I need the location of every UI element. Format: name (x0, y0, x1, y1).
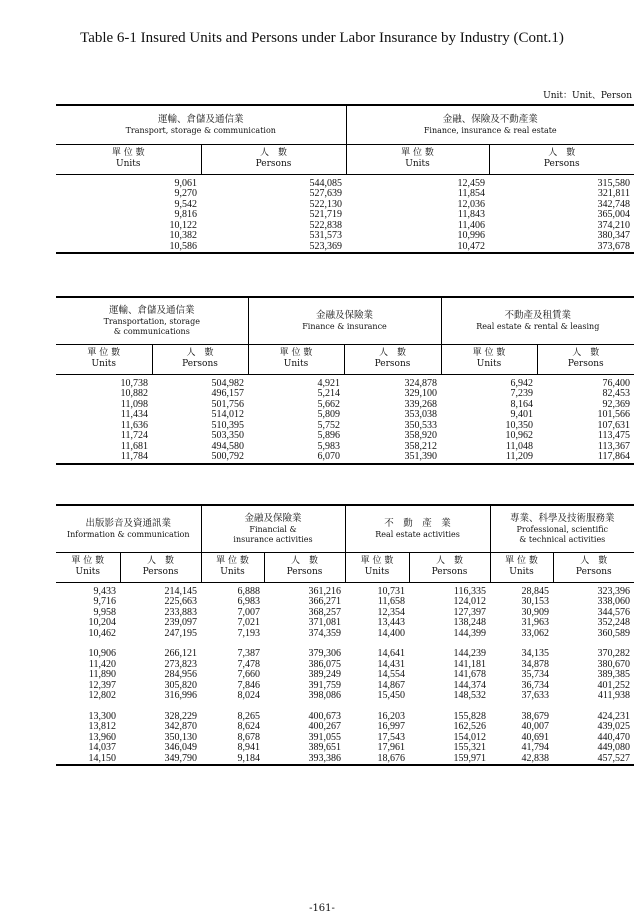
table-cell: 500,792 (211, 451, 245, 462)
table-cell: 10,462 (88, 627, 116, 639)
table-cell: 523,369 (309, 240, 342, 252)
table-cell: 214,145 (164, 585, 198, 597)
table-cell: 9,716 (93, 596, 116, 607)
table-cell: 373,678 (597, 240, 631, 252)
table-cell: 4,921 (317, 377, 341, 389)
table-cell: 379,306 (308, 648, 342, 659)
table-cell: 10,204 (88, 617, 116, 628)
table-cell: 358,212 (404, 440, 438, 452)
table-cell: 162,526 (453, 721, 487, 732)
table-cell: 5,809 (317, 409, 341, 420)
table-cell: 457,527 (597, 752, 631, 764)
table-cell: 358,920 (404, 430, 438, 441)
table-cell: 366,271 (308, 596, 342, 607)
table-cell: 266,121 (164, 648, 198, 659)
table-cell: 411,938 (597, 690, 631, 701)
table-cell: 11,434 (120, 409, 148, 420)
table-cell: 352,248 (597, 617, 631, 628)
table-cell: 510,395 (211, 419, 245, 431)
table-cell: 544,085 (309, 177, 342, 189)
table-cell: 10,906 (88, 648, 116, 659)
persons-subheader: 人 數 Persons (264, 552, 345, 582)
table-cell: 7,021 (237, 617, 261, 628)
table-cell: 17,961 (377, 742, 406, 753)
table-cell: 380,347 (597, 230, 631, 241)
table-cell: 527,639 (309, 188, 342, 199)
table-cell: 28,845 (521, 585, 550, 597)
table-cell: 8,678 (237, 731, 261, 743)
table-cell: 36,734 (521, 679, 550, 691)
table-cell: 17,543 (377, 731, 406, 743)
units-subheader: 單 位 數 Units (490, 552, 553, 582)
table-cell: 11,784 (120, 451, 148, 462)
table-row (56, 410, 634, 421)
table-cell: 10,350 (505, 419, 534, 431)
table-cell: 338,060 (597, 596, 631, 607)
table-cell: 353,038 (404, 409, 438, 420)
table-cell: 14,554 (377, 669, 406, 680)
table-row (56, 629, 634, 640)
table-cell: 113,475 (597, 430, 631, 441)
table-row (56, 189, 634, 200)
table-cell: 14,400 (377, 627, 406, 639)
table-cell: 38,679 (521, 710, 550, 722)
table-cell: 10,122 (169, 219, 197, 231)
table-cell: 107,631 (597, 419, 631, 431)
table-cell: 14,431 (377, 658, 406, 670)
table-cell: 18,676 (377, 752, 406, 764)
table-cell: 449,080 (597, 742, 631, 753)
table-cell: 82,453 (602, 388, 631, 399)
table-cell: 339,268 (404, 398, 438, 410)
table-cell: 154,012 (453, 731, 487, 743)
table-cell: 13,960 (88, 731, 116, 743)
table-row (56, 754, 634, 765)
table-cell: 9,958 (93, 606, 116, 618)
table-row (56, 452, 634, 463)
persons-subheader: 人 數 Persons (344, 344, 441, 374)
table-row (56, 582, 634, 597)
table-cell: 8,265 (237, 710, 261, 722)
table-cell: 117,864 (597, 451, 631, 462)
page-title: Table 6-1 Insured Units and Persons under Labor Insurance by Industry (Cont.1) (80, 30, 564, 46)
table-cell: 11,854 (457, 188, 485, 199)
table-cell: 30,153 (521, 596, 550, 607)
group-header: 運輸、倉儲及通信業 Transportation, storage & communications (103, 304, 200, 336)
table-cell: 10,962 (505, 430, 534, 441)
table-cell: 33,062 (521, 627, 550, 639)
table-cell: 7,193 (237, 627, 261, 639)
table-cell: 138,248 (453, 617, 487, 628)
table-cell: 233,883 (164, 606, 198, 618)
table-cell: 7,846 (237, 679, 261, 691)
table-cell: 40,007 (521, 721, 550, 732)
table-cell: 10,472 (457, 240, 485, 252)
persons-subheader: 人 數 Persons (553, 552, 634, 582)
table-cell: 13,443 (377, 617, 406, 628)
table-cell: 11,048 (505, 440, 534, 452)
table-cell: 365,004 (597, 209, 631, 220)
table-cell: 10,996 (457, 230, 485, 241)
units-subheader: 單 位 數 Units (346, 144, 489, 174)
table-cell: 349,790 (164, 752, 198, 764)
table-row (56, 431, 634, 442)
table-cell: 5,983 (317, 440, 341, 452)
table-cell: 7,239 (510, 388, 534, 399)
table-cell: 10,738 (120, 377, 148, 389)
table-cell: 370,282 (597, 648, 631, 659)
table-cell: 391,759 (308, 679, 342, 691)
table-cell: 389,385 (597, 669, 631, 680)
table-cell: 374,210 (597, 219, 631, 231)
table-cell: 6,983 (237, 596, 261, 607)
page-number: -161- (309, 903, 335, 914)
table-row (56, 649, 634, 660)
table-cell: 141,181 (453, 658, 487, 670)
table-cell: 13,300 (88, 710, 116, 722)
table-cell: 9,401 (510, 409, 534, 420)
table-cell: 155,321 (453, 742, 487, 753)
units-subheader: 單 位 數 Units (248, 344, 344, 374)
table-cell: 14,867 (377, 679, 406, 691)
table-cell: 14,641 (377, 648, 406, 659)
table-cell: 10,586 (169, 240, 197, 252)
table-cell: 11,636 (120, 419, 148, 431)
table-cell: 328,229 (164, 710, 198, 722)
table-cell: 393,386 (308, 752, 342, 764)
table-cell: 389,651 (308, 742, 342, 753)
table-cell: 101,566 (597, 409, 631, 420)
table-cell: 503,350 (211, 430, 245, 441)
table-cell: 247,195 (164, 627, 198, 639)
table-cell: 360,589 (597, 627, 631, 639)
table-cell: 374,359 (308, 627, 342, 639)
table-cell: 8,941 (237, 742, 261, 753)
table-section-1 (56, 104, 634, 254)
table-cell: 424,231 (597, 710, 631, 722)
table-cell: 12,397 (88, 679, 116, 691)
table-cell: 9,433 (93, 585, 116, 597)
table-cell: 329,100 (404, 388, 438, 399)
table-row (56, 231, 634, 242)
table-cell: 324,878 (404, 377, 438, 389)
table-cell: 504,982 (211, 377, 245, 389)
group-header: 不 動 產 業 Real estate activities (345, 506, 490, 552)
table-row (56, 691, 634, 702)
units-subheader: 單 位 數 Units (71, 555, 105, 577)
table-cell: 144,374 (453, 679, 487, 691)
table-cell: 12,036 (457, 198, 485, 210)
group-header: 不動產及租賃業 Real estate & rental & leasing (441, 298, 634, 344)
table-cell: 116,335 (453, 585, 487, 597)
units-subheader: 單 位 數 Units (111, 147, 145, 169)
group-header: 運輸、倉儲及通信業 Transport, storage & communication (125, 113, 276, 135)
table-cell: 31,963 (521, 617, 550, 628)
table-cell: 16,997 (377, 721, 406, 732)
table-cell: 7,387 (237, 648, 261, 659)
table-cell: 14,150 (88, 752, 116, 764)
table-row (56, 174, 634, 189)
table-cell: 6,888 (237, 585, 261, 597)
table-row (56, 389, 634, 400)
persons-subheader: 人 數 Persons (120, 552, 201, 582)
table-cell: 155,828 (453, 710, 487, 722)
table-cell: 11,209 (505, 451, 534, 462)
table-row (56, 221, 634, 232)
table-cell: 11,843 (457, 209, 485, 220)
table-cell: 5,752 (317, 419, 341, 431)
table-cell: 400,673 (308, 710, 342, 722)
persons-subheader: 人 數 Persons (489, 144, 634, 174)
units-subheader: 單 位 數 Units (345, 552, 409, 582)
table-cell: 316,996 (164, 690, 198, 701)
table-cell: 124,012 (453, 596, 487, 607)
table-cell: 144,399 (453, 627, 487, 639)
table-cell: 12,459 (457, 177, 485, 189)
table-cell: 398,086 (308, 690, 342, 701)
table-row (56, 743, 634, 754)
table-cell: 37,633 (521, 690, 550, 701)
table-cell: 148,532 (453, 690, 487, 701)
units-subheader: 單 位 數 Units (87, 347, 121, 369)
table-cell: 315,580 (597, 177, 631, 189)
persons-subheader: 人 數 Persons (537, 344, 634, 374)
table-cell: 284,956 (164, 669, 198, 680)
table-cell: 225,663 (164, 596, 198, 607)
row-spacer (56, 702, 634, 712)
table-cell: 350,533 (404, 419, 438, 431)
table-cell: 7,660 (237, 669, 261, 680)
units-subheader: 單 位 數 Units (201, 552, 264, 582)
table-cell: 346,049 (164, 742, 198, 753)
table-cell: 6,070 (317, 451, 341, 462)
table-cell: 350,130 (164, 731, 198, 743)
table-cell: 35,734 (521, 669, 550, 680)
table-cell: 344,576 (597, 606, 631, 618)
table-cell: 371,081 (308, 617, 342, 628)
table-cell: 8,024 (237, 690, 261, 701)
table-cell: 11,681 (120, 440, 148, 452)
table-cell: 9,816 (174, 209, 197, 220)
table-cell: 522,130 (309, 198, 342, 210)
table-row (56, 374, 634, 389)
table-row (56, 242, 634, 253)
table-cell: 13,812 (88, 721, 116, 732)
units-subheader: 單 位 數 Units (441, 344, 537, 374)
table-cell: 11,724 (120, 430, 148, 441)
table-cell: 7,478 (237, 658, 261, 670)
table-cell: 239,097 (164, 617, 198, 628)
table-cell: 342,870 (164, 721, 198, 732)
table-cell: 34,878 (521, 658, 550, 670)
table-cell: 496,157 (211, 388, 245, 399)
table-cell: 34,135 (521, 648, 550, 659)
table-cell: 6,942 (510, 377, 534, 389)
table-cell: 10,382 (169, 230, 197, 241)
table-cell: 127,397 (453, 606, 487, 618)
table-cell: 521,719 (309, 209, 342, 220)
table-section-2 (56, 296, 634, 465)
table-cell: 7,007 (237, 606, 261, 618)
table-cell: 440,470 (597, 731, 631, 743)
table-cell: 401,252 (597, 679, 631, 691)
table-cell: 386,075 (308, 658, 342, 670)
group-header: 出版影音及資通訊業 Information & communication (66, 517, 190, 539)
table-cell: 41,794 (521, 742, 550, 753)
table-cell: 501,756 (211, 398, 245, 410)
table-cell: 8,164 (510, 398, 534, 410)
table-cell: 321,811 (597, 188, 631, 199)
table-cell: 40,691 (521, 731, 550, 743)
persons-subheader: 人 數 Persons (409, 552, 490, 582)
table-cell: 305,820 (164, 679, 198, 691)
table-cell: 42,838 (521, 752, 550, 764)
table-row (56, 618, 634, 629)
table-cell: 9,542 (174, 198, 197, 210)
table-row (56, 210, 634, 221)
table-cell: 10,882 (120, 388, 148, 399)
table-cell: 15,450 (377, 690, 406, 701)
table-cell: 9,061 (174, 177, 197, 189)
table-cell: 361,216 (308, 585, 342, 597)
table-cell: 391,055 (308, 731, 342, 743)
table-cell: 113,367 (597, 440, 631, 452)
table-cell: 10,731 (377, 585, 406, 597)
table-cell: 531,573 (309, 230, 342, 241)
table-cell: 5,214 (317, 388, 341, 399)
table-cell: 380,670 (597, 658, 631, 670)
table-cell: 141,678 (453, 669, 487, 680)
table-row (56, 200, 634, 211)
table-cell: 439,025 (597, 721, 631, 732)
table-cell: 92,369 (602, 398, 631, 410)
table-cell: 14,037 (88, 742, 116, 753)
table-cell: 144,239 (453, 648, 487, 659)
table-cell: 8,624 (237, 721, 261, 732)
persons-subheader: 人 數 Persons (201, 144, 346, 174)
table-cell: 11,098 (120, 398, 148, 410)
group-header: 金融及保險業 Financial & insurance activities (201, 506, 345, 552)
group-header: 金融、保險及不動產業 Finance, insurance & real estate (346, 106, 634, 144)
table-cell: 389,249 (308, 669, 342, 680)
table-cell: 323,396 (597, 585, 631, 597)
table-cell: 494,580 (211, 440, 245, 452)
table-cell: 522,838 (309, 219, 342, 231)
table-cell: 11,406 (457, 219, 485, 231)
table-cell: 11,658 (377, 596, 406, 607)
table-cell: 342,748 (597, 198, 631, 210)
table-row (56, 670, 634, 681)
group-header: 專業、科學及技術服務業 Professional, scientific & technical activities (490, 506, 634, 552)
table-cell: 514,012 (211, 409, 245, 420)
table-cell: 5,662 (317, 398, 341, 410)
unit-note: Unit：Unit、Person (543, 91, 632, 101)
group-header: 金融及保險業 Finance & insurance (248, 298, 441, 344)
table-cell: 11,420 (88, 658, 116, 670)
table-cell: 12,802 (88, 690, 116, 701)
table-cell: 273,823 (164, 658, 198, 670)
table-cell: 9,270 (174, 188, 197, 199)
table-cell: 30,909 (521, 606, 550, 618)
persons-subheader: 人 數 Persons (152, 344, 248, 374)
table-row (56, 597, 634, 608)
table-cell: 368,257 (308, 606, 342, 618)
table-cell: 159,971 (453, 752, 487, 764)
table-cell: 11,890 (88, 669, 116, 680)
table-cell: 351,390 (404, 451, 438, 462)
table-cell: 5,896 (317, 430, 341, 441)
table-cell: 9,184 (237, 752, 261, 764)
table-section-3 (56, 504, 634, 766)
table-cell: 12,354 (377, 606, 406, 618)
table-cell: 400,267 (308, 721, 342, 732)
table-row (56, 722, 634, 733)
table-cell: 76,400 (602, 377, 631, 389)
table-cell: 16,203 (377, 710, 406, 722)
